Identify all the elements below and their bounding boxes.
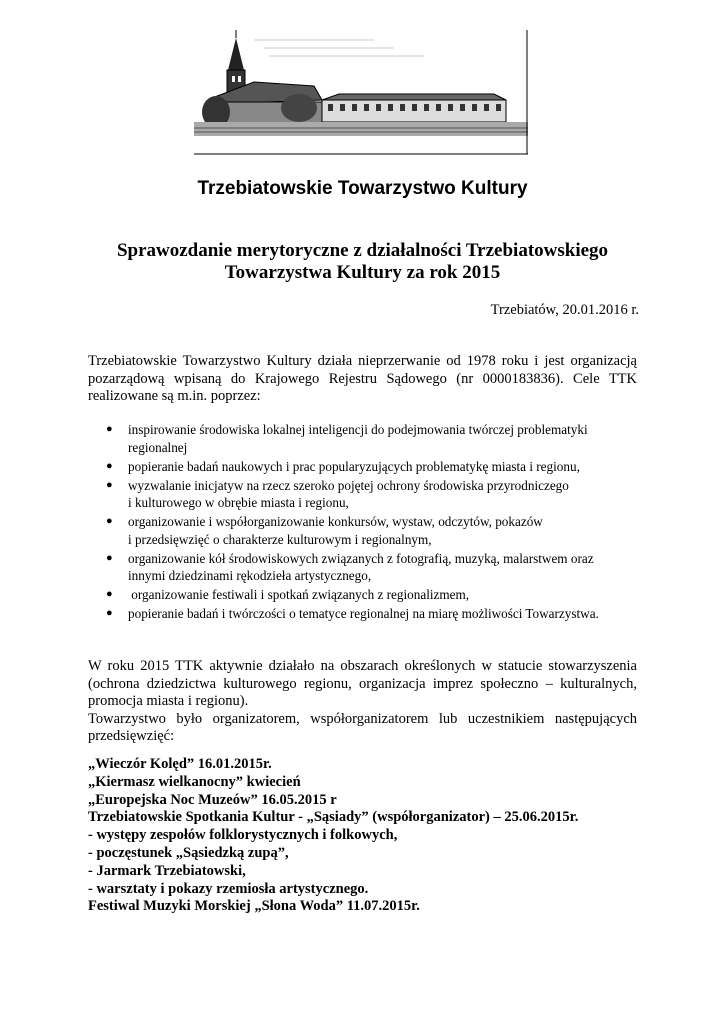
list-item-text: wyzwalanie inicjatyw na rzecz szeroko pojętej ochrony środowiska przyrodniczego — [128, 477, 569, 493]
list-item-text: organizowanie festiwali i spotkań związanych z regionalizmem, — [128, 587, 470, 602]
report-title-line: Sprawozdanie merytoryczne z działalności Trzebiatowskiego — [116, 240, 609, 261]
bullet-icon: ● — [106, 551, 113, 564]
intro-paragraph — [88, 353, 637, 406]
paragraph-line: promocja miasta i regionu). — [88, 693, 249, 709]
goals-list — [88, 421, 648, 624]
event-item: Trzebiatowskie Spotkania Kultur - „Sąsiady” (współorganizator) – 25.06.2015r. — [88, 809, 579, 826]
activity-paragraph — [88, 658, 637, 746]
bullet-icon: ● — [106, 515, 113, 527]
event-item: „Wieczór Kolęd” 16.01.2015r. — [88, 756, 272, 772]
report-title — [60, 240, 665, 284]
paragraph-line: W roku 2015 TTK aktywnie działało na obszarach określonych w statucie stowarzyszenia — [88, 658, 637, 674]
event-item: Festiwal Muzyki Morskiej „Słona Woda” 11.07.2015r. — [88, 898, 420, 915]
event-item: „Europejska Noc Muzeów” 16.05.2015 r — [88, 791, 337, 808]
list-item — [88, 550, 648, 585]
bullet-icon: ● — [106, 607, 113, 619]
bullet-icon: ● — [106, 459, 113, 472]
list-item-text: i kulturowego w obrębie miasta i regionu, — [128, 495, 349, 510]
list-item-text: popieranie badań i twórczości o tematyce regionalnej na miarę możliwości Towarzystwa. — [128, 606, 599, 621]
paragraph-line: Towarzystwo było organizatorem, współorganizatorem lub uczestnikiem następujących — [88, 710, 637, 727]
list-item-text: popieranie badań naukowych i prac popularyzujących problematykę miasta i regionu, — [128, 458, 580, 474]
list-item — [88, 586, 648, 604]
list-item-text: inspirowanie środowiska lokalnej inteligencji do podejmowania twórczej problematyki — [128, 422, 588, 437]
paragraph-line: Trzebiatowskie Towarzystwo Kultury działa nieprzerwanie od 1978 roku i jest organizacją — [88, 353, 637, 369]
organization-title: Trzebiatowskie Towarzystwo Kultury — [197, 178, 528, 199]
event-item: „Kiermasz wielkanocny” kwiecień — [88, 773, 301, 790]
list-item — [88, 477, 648, 512]
town-engraving-illustration — [194, 28, 528, 160]
paragraph-line: realizowane są m.in. poprzez: — [88, 388, 261, 404]
list-item-text: regionalnej — [128, 439, 188, 455]
events-list — [88, 756, 648, 916]
bullet-icon: ● — [106, 588, 113, 600]
list-item-text: organizowanie i współorganizowanie konkursów, wystaw, odczytów, pokazów — [128, 514, 543, 529]
list-item — [88, 421, 648, 456]
bullet-icon: ● — [106, 423, 113, 435]
list-item — [88, 605, 648, 623]
paragraph-line: (ochrona dziedzictwa kulturowego regionu, organizacja imprez społeczno – kulturalnych, — [88, 675, 637, 692]
place-date: Trzebiatów, 20.01.2016 r. — [490, 302, 639, 318]
list-item — [88, 458, 648, 476]
list-item — [88, 513, 648, 548]
list-item-text: i przedsięwzięć o charakterze kulturowym i regionalnym, — [128, 531, 432, 547]
paragraph-line: pozarządową wpisaną do Krajowego Rejestru Sądowego (nr 0000183836). Cele TTK — [88, 370, 637, 387]
report-title-line: Towarzystwa Kultury za rok 2015 — [224, 262, 501, 283]
event-item: - występy zespołów folklorystycznych i folkowych, — [88, 827, 398, 844]
event-item: - poczęstunek „Sąsiedzką zupą”, — [88, 844, 289, 861]
paragraph-line: przedsięwzięć: — [88, 728, 175, 744]
list-item-text: organizowanie kół środowiskowych związanych z fotografią, muzyką, malarstwem oraz — [128, 550, 594, 566]
bullet-icon: ● — [106, 478, 113, 491]
event-item: - Jarmark Trzebiatowski, — [88, 862, 246, 879]
event-item: - warsztaty i pokazy rzemiosła artystycznego. — [88, 880, 369, 897]
list-item-text: innymi dziedzinami rękodzieła artystycznego, — [128, 568, 372, 583]
